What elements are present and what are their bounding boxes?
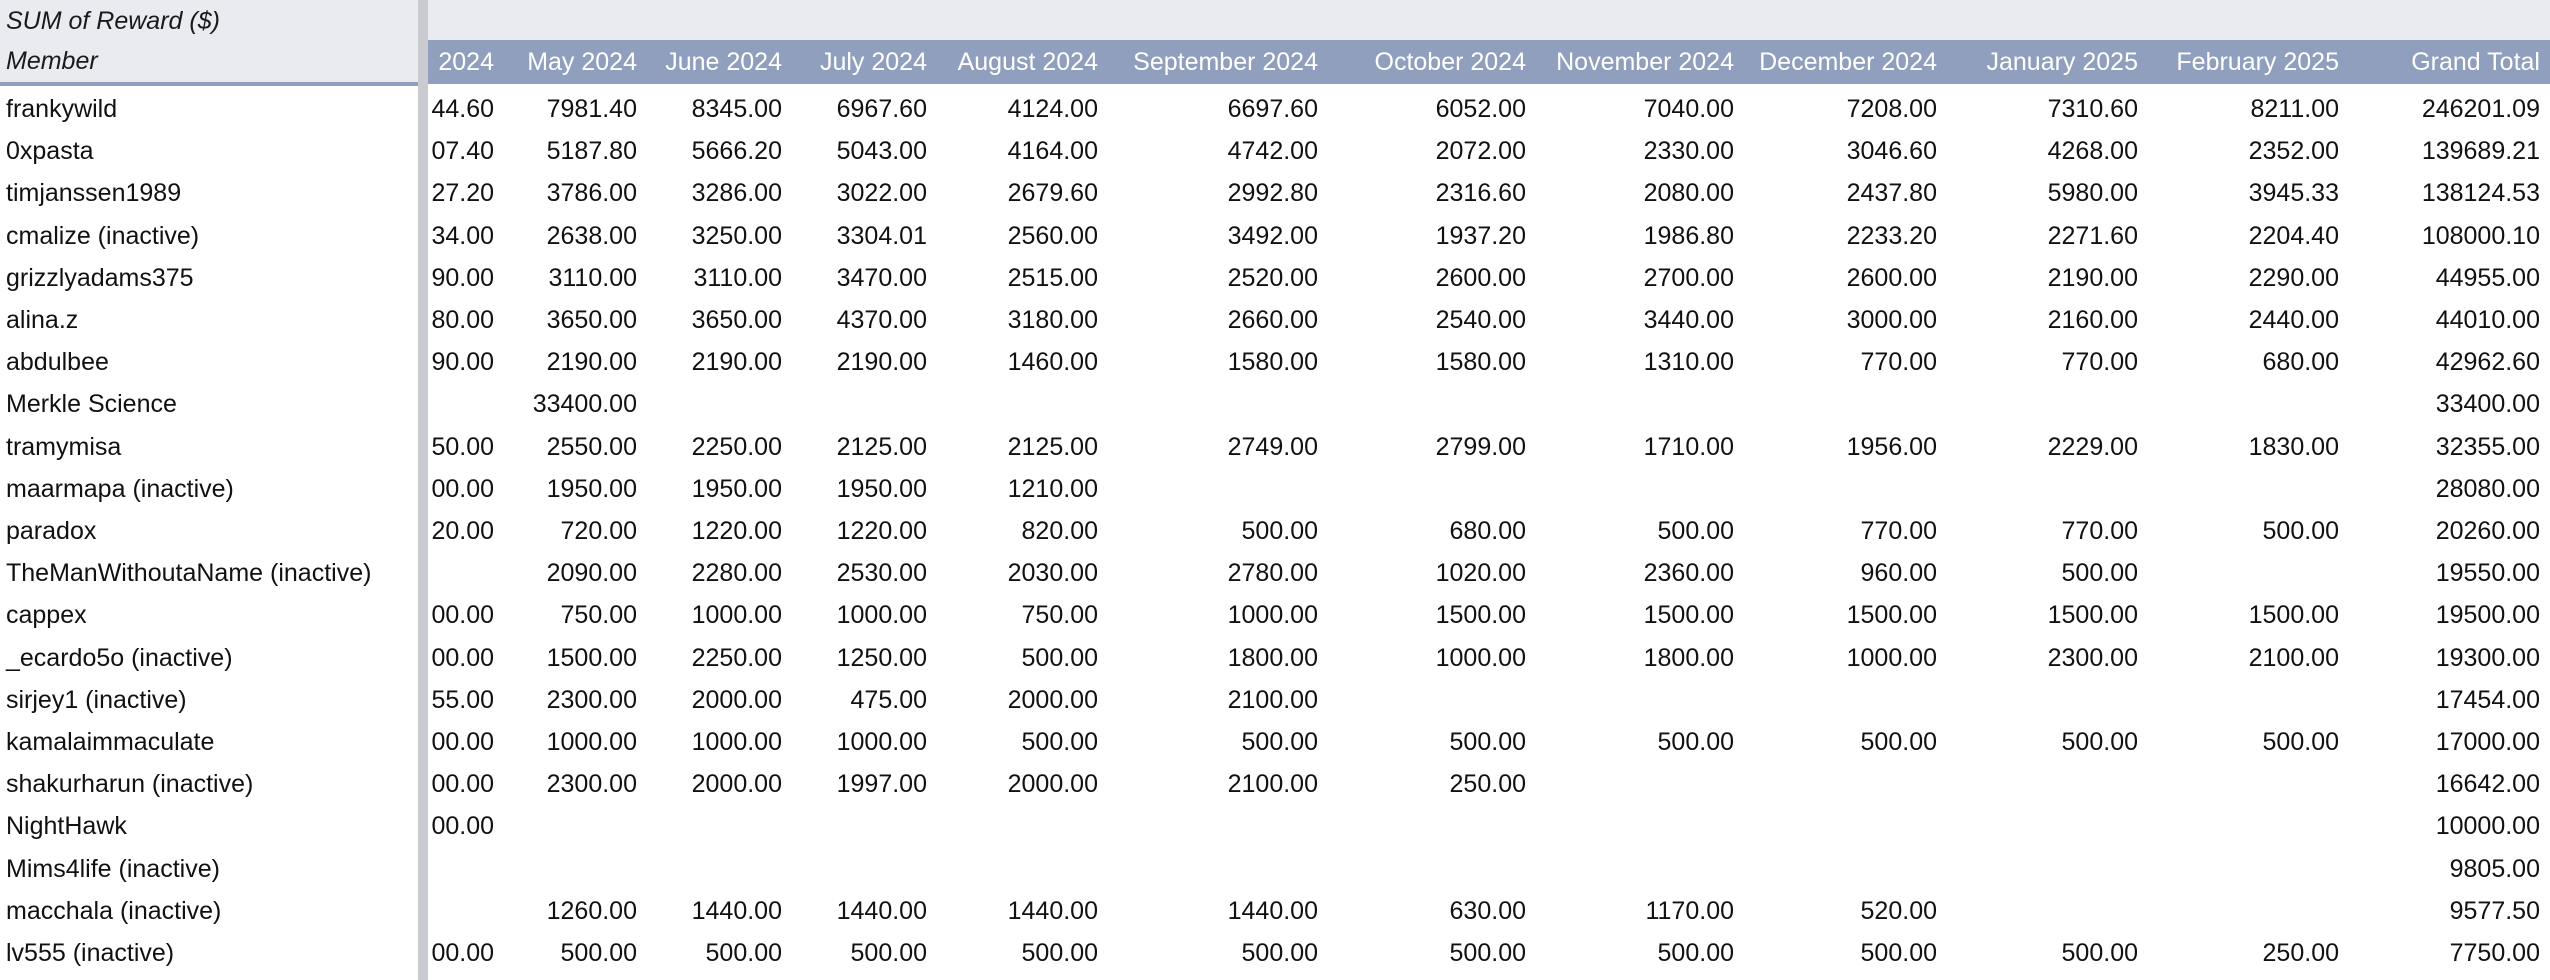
value-cell[interactable]: 1000.00	[1435, 644, 1526, 672]
value-cell[interactable]	[937, 383, 1108, 425]
value-cell[interactable]	[2148, 468, 2349, 510]
value-cell[interactable]: 20260.00	[2435, 517, 2540, 545]
value-cell[interactable]: 7981.40	[546, 95, 637, 123]
value-cell[interactable]: 00.00	[431, 644, 494, 672]
value-cell[interactable]: 250.00	[1449, 770, 1526, 798]
column-header-1[interactable]: May 2024	[527, 48, 637, 76]
value-cell[interactable]: 3110.00	[548, 264, 637, 292]
value-cell[interactable]: 2360.00	[1643, 559, 1734, 587]
value-cell[interactable]	[1744, 805, 1947, 847]
pivot-header-block	[0, 0, 418, 84]
value-cell[interactable]: 1310.00	[1643, 348, 1734, 376]
value-cell[interactable]: 1950.00	[546, 475, 637, 503]
member-name[interactable]: cmalize (inactive)	[6, 222, 200, 250]
value-cell[interactable]: 6967.60	[836, 95, 927, 123]
value-cell[interactable]: 1440.00	[691, 897, 782, 925]
value-cell[interactable]: 1500.00	[546, 644, 637, 672]
value-cell[interactable]: 750.00	[1021, 601, 1098, 629]
value-cell[interactable]: 2190.00	[836, 348, 927, 376]
value-cell[interactable]: 00.00	[431, 728, 494, 756]
value-cell[interactable]: 32355.00	[2435, 433, 2540, 461]
value-cell[interactable]: 1000.00	[691, 728, 782, 756]
member-name[interactable]: kamalaimmaculate	[6, 728, 215, 756]
value-cell[interactable]: 138124.53	[2421, 179, 2540, 207]
value-cell[interactable]	[647, 805, 792, 847]
value-cell[interactable]: 1000.00	[546, 728, 637, 756]
value-cell[interactable]: 2080.00	[1643, 179, 1734, 207]
value-cell[interactable]: 2190.00	[691, 348, 782, 376]
value-cell[interactable]: 2530.00	[836, 559, 927, 587]
value-cell[interactable]: 6697.60	[1227, 95, 1318, 123]
value-cell[interactable]: 1000.00	[836, 728, 927, 756]
value-cell[interactable]: 2100.00	[2248, 644, 2339, 672]
value-cell[interactable]	[1328, 383, 1536, 425]
value-cell[interactable]	[1108, 468, 1328, 510]
value-cell[interactable]: 2638.00	[546, 222, 637, 250]
value-cell[interactable]: 3470.00	[836, 264, 927, 292]
frozen-member-column	[0, 0, 418, 980]
value-cell[interactable]: 4164.00	[1007, 137, 1098, 165]
value-cell[interactable]: 2780.00	[1227, 559, 1318, 587]
value-cell[interactable]: 19500.00	[2435, 601, 2540, 629]
value-cell[interactable]: 1000.00	[1227, 601, 1318, 629]
value-cell[interactable]: 1440.00	[836, 897, 927, 925]
member-name[interactable]: NightHawk	[6, 812, 127, 840]
value-cell[interactable]: 1500.00	[2047, 601, 2138, 629]
value-cell[interactable]: 500.00	[2061, 939, 2138, 967]
value-cell[interactable]: 2233.20	[1846, 222, 1937, 250]
value-cell[interactable]: 500.00	[560, 939, 637, 967]
member-name[interactable]: cappex	[6, 601, 87, 629]
value-cell[interactable]: 500.00	[2262, 728, 2339, 756]
value-cell[interactable]: 1580.00	[1227, 348, 1318, 376]
value-cell[interactable]	[1744, 763, 1947, 805]
value-cell[interactable]: 500.00	[1860, 728, 1937, 756]
value-cell[interactable]: 1800.00	[1227, 644, 1318, 672]
value-cell[interactable]: 1460.00	[1007, 348, 1098, 376]
member-row-header[interactable]: Member	[6, 47, 98, 75]
value-cell[interactable]: 5043.00	[836, 137, 927, 165]
value-cell[interactable]: 2700.00	[1643, 264, 1734, 292]
value-cell[interactable]: 2000.00	[691, 686, 782, 714]
value-cell[interactable]: 2190.00	[2047, 264, 2138, 292]
value-cell[interactable]: 3046.60	[1846, 137, 1937, 165]
value-cell[interactable]: 3000.00	[1846, 306, 1937, 334]
value-cell[interactable]	[1328, 679, 1536, 721]
value-cell[interactable]: 500.00	[1241, 939, 1318, 967]
value-cell[interactable]: 680.00	[1449, 517, 1526, 545]
value-cell[interactable]: 3180.00	[1007, 306, 1098, 334]
value-cell[interactable]	[937, 805, 1108, 847]
value-cell[interactable]: 34.00	[431, 222, 494, 250]
column-header-8[interactable]: December 2024	[1759, 48, 1937, 76]
value-cell[interactable]	[500, 805, 647, 847]
value-cell[interactable]: 1956.00	[1846, 433, 1937, 461]
value-cell[interactable]: 8345.00	[691, 95, 782, 123]
value-cell[interactable]: 2660.00	[1227, 306, 1318, 334]
value-cell[interactable]: 520.00	[1860, 897, 1937, 925]
value-cell[interactable]: 8211.00	[2250, 95, 2339, 123]
value-cell[interactable]: 1220.00	[691, 517, 782, 545]
value-cell[interactable]: 2190.00	[546, 348, 637, 376]
value-cell[interactable]: 7208.00	[1846, 95, 1937, 123]
value-cell[interactable]: 2229.00	[2047, 433, 2138, 461]
value-cell[interactable]: 10000.00	[2435, 812, 2540, 840]
value-cell[interactable]: 1440.00	[1227, 897, 1318, 925]
value-cell[interactable]: 2437.80	[1846, 179, 1937, 207]
value-cell[interactable]: 9805.00	[2449, 855, 2540, 883]
value-cell[interactable]: 500.00	[2061, 728, 2138, 756]
value-cell[interactable]	[792, 805, 937, 847]
value-cell[interactable]: 00.00	[431, 475, 494, 503]
value-cell[interactable]: 820.00	[1021, 517, 1098, 545]
member-name[interactable]: 0xpasta	[6, 137, 94, 165]
value-cell[interactable]: 770.00	[2061, 348, 2138, 376]
member-name[interactable]: shakurharun (inactive)	[6, 770, 254, 798]
column-header-0[interactable]: 2024	[438, 48, 494, 76]
value-cell[interactable]: 500.00	[1449, 939, 1526, 967]
value-cell[interactable]: 80.00	[431, 306, 494, 334]
value-cell[interactable]: 770.00	[1860, 348, 1937, 376]
value-cell[interactable]: 770.00	[2061, 517, 2138, 545]
value-cell[interactable]: 1440.00	[1007, 897, 1098, 925]
value-cell[interactable]: 2090.00	[546, 559, 637, 587]
value-cell[interactable]	[1947, 890, 2148, 932]
value-cell[interactable]: 1950.00	[836, 475, 927, 503]
value-cell[interactable]	[2148, 679, 2349, 721]
value-cell[interactable]: 2250.00	[691, 644, 782, 672]
column-header-5[interactable]: September 2024	[1133, 48, 1318, 76]
value-cell[interactable]: 1937.20	[1435, 222, 1526, 250]
member-name[interactable]: tramymisa	[6, 433, 122, 461]
member-name[interactable]: abdulbee	[6, 348, 109, 376]
member-name[interactable]: sirjey1 (inactive)	[6, 686, 187, 714]
value-cell[interactable]: 9577.50	[2449, 897, 2540, 925]
value-cell[interactable]: 2520.00	[1227, 264, 1318, 292]
value-cell[interactable]: 500.00	[1021, 644, 1098, 672]
column-header-3[interactable]: July 2024	[819, 48, 927, 76]
value-cell[interactable]: 1986.80	[1643, 222, 1734, 250]
column-header-7[interactable]: November 2024	[1556, 48, 1734, 76]
value-cell[interactable]: 00.00	[431, 770, 494, 798]
value-cell[interactable]: 2600.00	[1435, 264, 1526, 292]
member-name[interactable]: paradox	[6, 517, 97, 545]
value-cell[interactable]	[792, 383, 937, 425]
value-cell[interactable]: 90.00	[431, 348, 494, 376]
value-cell[interactable]: 00.00	[431, 939, 494, 967]
value-cell[interactable]: 44.60	[431, 95, 494, 123]
value-cell[interactable]: 2125.00	[836, 433, 927, 461]
value-cell[interactable]: 1000.00	[836, 601, 927, 629]
value-cell[interactable]: 500.00	[1241, 728, 1318, 756]
value-cell[interactable]: 3304.01	[836, 222, 927, 250]
column-header-6[interactable]: October 2024	[1374, 48, 1526, 76]
value-cell[interactable]: 44955.00	[2435, 264, 2540, 292]
value-cell[interactable]: 3250.00	[691, 222, 782, 250]
value-cell[interactable]	[2148, 763, 2349, 805]
value-cell[interactable]: 3440.00	[1643, 306, 1734, 334]
value-cell[interactable]	[1328, 848, 1536, 890]
value-cell[interactable]	[1536, 848, 1744, 890]
value-cell[interactable]: 1500.00	[1643, 601, 1734, 629]
column-header-10[interactable]: February 2025	[2176, 48, 2339, 76]
value-cell[interactable]: 2749.00	[1227, 433, 1318, 461]
value-cell[interactable]: 4370.00	[836, 306, 927, 334]
value-cell[interactable]: 720.00	[560, 517, 637, 545]
value-cell[interactable]: 680.00	[2262, 348, 2339, 376]
header-divider	[0, 82, 418, 86]
value-cell[interactable]: 7310.60	[2047, 95, 2138, 123]
column-header-4[interactable]: August 2024	[957, 48, 1098, 76]
member-name[interactable]: Mims4life (inactive)	[6, 855, 220, 883]
value-cell[interactable]: 7040.00	[1643, 95, 1734, 123]
value-cell[interactable]	[1536, 679, 1744, 721]
value-cell[interactable]: 2540.00	[1435, 306, 1526, 334]
value-cell[interactable]: 2250.00	[691, 433, 782, 461]
value-cell[interactable]: 90.00	[431, 264, 494, 292]
value-cell[interactable]: 500.00	[1657, 517, 1734, 545]
freeze-divider[interactable]	[418, 0, 428, 980]
value-cell[interactable]: 2160.00	[2047, 306, 2138, 334]
value-cell[interactable]	[1108, 848, 1328, 890]
member-name[interactable]: TheManWithoutaName (inactive)	[6, 559, 372, 587]
value-cell[interactable]: 2030.00	[1007, 559, 1098, 587]
value-cell[interactable]: 500.00	[1449, 728, 1526, 756]
value-cell[interactable]: 1950.00	[691, 475, 782, 503]
value-cell[interactable]: 139689.21	[2421, 137, 2540, 165]
value-cell[interactable]	[1108, 383, 1328, 425]
value-cell[interactable]: 475.00	[850, 686, 927, 714]
value-cell[interactable]: 27.20	[431, 179, 494, 207]
value-cell[interactable]: 500.00	[1241, 517, 1318, 545]
value-cell[interactable]: 5187.80	[546, 137, 637, 165]
value-cell[interactable]: 2271.60	[2047, 222, 2138, 250]
value-cell[interactable]: 2440.00	[2248, 306, 2339, 334]
value-cell[interactable]: 1220.00	[836, 517, 927, 545]
value-cell[interactable]: 19300.00	[2435, 644, 2540, 672]
value-cell[interactable]: 3286.00	[691, 179, 782, 207]
value-cell[interactable]: 7750.00	[2449, 939, 2540, 967]
value-cell[interactable]	[1947, 805, 2148, 847]
value-cell[interactable]: 4268.00	[2047, 137, 2138, 165]
value-cell[interactable]: 2072.00	[1435, 137, 1526, 165]
value-cell[interactable]	[2148, 848, 2349, 890]
value-cell[interactable]	[1947, 848, 2148, 890]
column-header-2[interactable]: June 2024	[665, 48, 782, 76]
member-name[interactable]: _ecardo5o (inactive)	[6, 644, 233, 672]
value-cell[interactable]	[1947, 679, 2148, 721]
value-cell[interactable]: 33400.00	[2435, 390, 2540, 418]
value-cell[interactable]: 1500.00	[1846, 601, 1937, 629]
value-cell[interactable]	[647, 848, 792, 890]
value-cell[interactable]: 500.00	[1657, 939, 1734, 967]
value-cell[interactable]: 2000.00	[691, 770, 782, 798]
value-cell[interactable]: 50.00	[431, 433, 494, 461]
value-cell[interactable]: 2799.00	[1435, 433, 1526, 461]
value-cell[interactable]: 3650.00	[691, 306, 782, 334]
value-cell[interactable]	[2148, 890, 2349, 932]
header-top-strip	[428, 0, 2550, 40]
member-name[interactable]: Merkle Science	[6, 390, 177, 418]
value-cell[interactable]: 3022.00	[836, 179, 927, 207]
value-cell[interactable]: 3650.00	[546, 306, 637, 334]
column-header-9[interactable]: January 2025	[1986, 48, 2138, 76]
value-cell[interactable]	[1536, 805, 1744, 847]
value-cell[interactable]: 5666.20	[691, 137, 782, 165]
value-cell[interactable]: 2992.80	[1227, 179, 1318, 207]
value-cell[interactable]: 5980.00	[2047, 179, 2138, 207]
value-cell[interactable]: 2600.00	[1846, 264, 1937, 292]
value-cell[interactable]	[1536, 763, 1744, 805]
value-cell[interactable]: 19550.00	[2435, 559, 2540, 587]
value-cell[interactable]: 3110.00	[693, 264, 782, 292]
value-cell[interactable]: 246201.09	[2421, 95, 2540, 123]
value-cell[interactable]	[1744, 679, 1947, 721]
member-name[interactable]: macchala (inactive)	[6, 897, 222, 925]
member-name[interactable]: maarmapa (inactive)	[6, 475, 234, 503]
value-cell[interactable]: 2352.00	[2248, 137, 2339, 165]
value-cell[interactable]: 3786.00	[546, 179, 637, 207]
value-cell[interactable]: 2560.00	[1007, 222, 1098, 250]
value-cell[interactable]: 1500.00	[2248, 601, 2339, 629]
value-cell[interactable]: 2300.00	[546, 770, 637, 798]
value-cell[interactable]	[792, 848, 937, 890]
value-cell[interactable]	[428, 552, 500, 594]
value-cell[interactable]: 1500.00	[1435, 601, 1526, 629]
value-cell[interactable]: 2515.00	[1007, 264, 1098, 292]
value-cell[interactable]: 500.00	[2262, 517, 2339, 545]
value-cell[interactable]	[1947, 763, 2148, 805]
value-cell[interactable]: 500.00	[1021, 939, 1098, 967]
value-cell[interactable]	[428, 383, 500, 425]
value-cell[interactable]: 1000.00	[691, 601, 782, 629]
value-cell[interactable]: 1170.00	[1645, 897, 1734, 925]
value-columns-pane	[428, 0, 2550, 980]
value-cell[interactable]	[1108, 805, 1328, 847]
value-cell[interactable]	[1744, 468, 1947, 510]
value-cell[interactable]: 500.00	[850, 939, 927, 967]
value-cell[interactable]: 42962.60	[2435, 348, 2540, 376]
value-cell[interactable]: 3492.00	[1227, 222, 1318, 250]
value-cell[interactable]	[2148, 383, 2349, 425]
value-cell[interactable]: 2100.00	[1227, 686, 1318, 714]
member-name[interactable]: alina.z	[6, 306, 79, 334]
value-cell[interactable]: 4742.00	[1227, 137, 1318, 165]
value-cell[interactable]	[1744, 383, 1947, 425]
value-cell[interactable]: 1000.00	[1846, 644, 1937, 672]
value-cell[interactable]	[2148, 552, 2349, 594]
value-cell[interactable]: 17000.00	[2435, 728, 2540, 756]
value-cell[interactable]: 1020.00	[1435, 559, 1526, 587]
value-cell[interactable]: 108000.10	[2421, 222, 2540, 250]
value-cell[interactable]: 2000.00	[1007, 770, 1098, 798]
value-cell[interactable]: 770.00	[1860, 517, 1937, 545]
value-cell[interactable]: 960.00	[1860, 559, 1937, 587]
member-name[interactable]: lv555 (inactive)	[6, 939, 175, 967]
value-cell[interactable]: 07.40	[431, 137, 494, 165]
member-name[interactable]: grizzlyadams375	[6, 264, 194, 292]
value-cell[interactable]: 28080.00	[2435, 475, 2540, 503]
value-cell[interactable]: 1210.00	[1007, 475, 1098, 503]
member-name[interactable]: frankywild	[6, 95, 118, 123]
value-cell[interactable]: 16642.00	[2435, 770, 2540, 798]
value-cell[interactable]: 2100.00	[1227, 770, 1318, 798]
value-cell[interactable]: 2125.00	[1007, 433, 1098, 461]
value-cell[interactable]	[428, 890, 500, 932]
value-cell[interactable]	[428, 848, 500, 890]
value-cell[interactable]: 2300.00	[546, 686, 637, 714]
value-cell[interactable]: 2330.00	[1643, 137, 1734, 165]
column-header-row	[428, 40, 2550, 84]
member-name[interactable]: timjanssen1989	[6, 179, 182, 207]
value-cell[interactable]	[1536, 468, 1744, 510]
value-cell[interactable]: 6052.00	[1435, 95, 1526, 123]
value-cell[interactable]: 2290.00	[2248, 264, 2339, 292]
value-cell[interactable]	[1536, 383, 1744, 425]
value-cell[interactable]: 2316.60	[1435, 179, 1526, 207]
value-cell[interactable]: 20.00	[431, 517, 494, 545]
value-cell[interactable]: 00.00	[431, 812, 494, 840]
value-cell[interactable]: 2000.00	[1007, 686, 1098, 714]
value-cell[interactable]	[647, 383, 792, 425]
value-cell[interactable]: 3945.33	[2248, 179, 2339, 207]
value-cell[interactable]: 1580.00	[1435, 348, 1526, 376]
value-cell[interactable]	[1744, 848, 1947, 890]
value-cell[interactable]: 1260.00	[546, 897, 637, 925]
value-cell[interactable]: 500.00	[1860, 939, 1937, 967]
value-cell[interactable]: 500.00	[705, 939, 782, 967]
value-cell[interactable]	[1328, 805, 1536, 847]
value-cell[interactable]: 1800.00	[1643, 644, 1734, 672]
value-cell[interactable]: 500.00	[1021, 728, 1098, 756]
value-cell[interactable]: 2550.00	[546, 433, 637, 461]
value-cell[interactable]: 17454.00	[2435, 686, 2540, 714]
value-cell[interactable]	[1947, 468, 2148, 510]
value-cell[interactable]: 1250.00	[836, 644, 927, 672]
value-cell[interactable]: 500.00	[2061, 559, 2138, 587]
pivot-title-cell[interactable]: SUM of Reward ($)	[6, 7, 220, 35]
value-cell[interactable]	[1328, 468, 1536, 510]
value-cell[interactable]: 2204.40	[2248, 222, 2339, 250]
value-cell[interactable]: 500.00	[1657, 728, 1734, 756]
value-cell[interactable]: 2679.60	[1007, 179, 1098, 207]
value-cell[interactable]: 750.00	[560, 601, 637, 629]
value-cell[interactable]: 33400.00	[532, 390, 637, 418]
value-cell[interactable]: 250.00	[2262, 939, 2339, 967]
column-header-11[interactable]: Grand Total	[2411, 48, 2540, 76]
value-cell[interactable]: 1997.00	[836, 770, 927, 798]
value-cell[interactable]	[937, 848, 1108, 890]
value-cell[interactable]: 630.00	[1449, 897, 1526, 925]
value-cell[interactable]: 2280.00	[691, 559, 782, 587]
value-cell[interactable]: 4124.00	[1007, 95, 1098, 123]
value-cell[interactable]	[500, 848, 647, 890]
value-cell[interactable]: 1830.00	[2248, 433, 2339, 461]
value-cell[interactable]	[1947, 383, 2148, 425]
value-cell[interactable]: 44010.00	[2435, 306, 2540, 334]
value-cell[interactable]: 1710.00	[1643, 433, 1734, 461]
value-cell[interactable]: 00.00	[431, 601, 494, 629]
value-cell[interactable]: 2300.00	[2047, 644, 2138, 672]
value-cell[interactable]: 55.00	[431, 686, 494, 714]
value-cell[interactable]	[2148, 805, 2349, 847]
